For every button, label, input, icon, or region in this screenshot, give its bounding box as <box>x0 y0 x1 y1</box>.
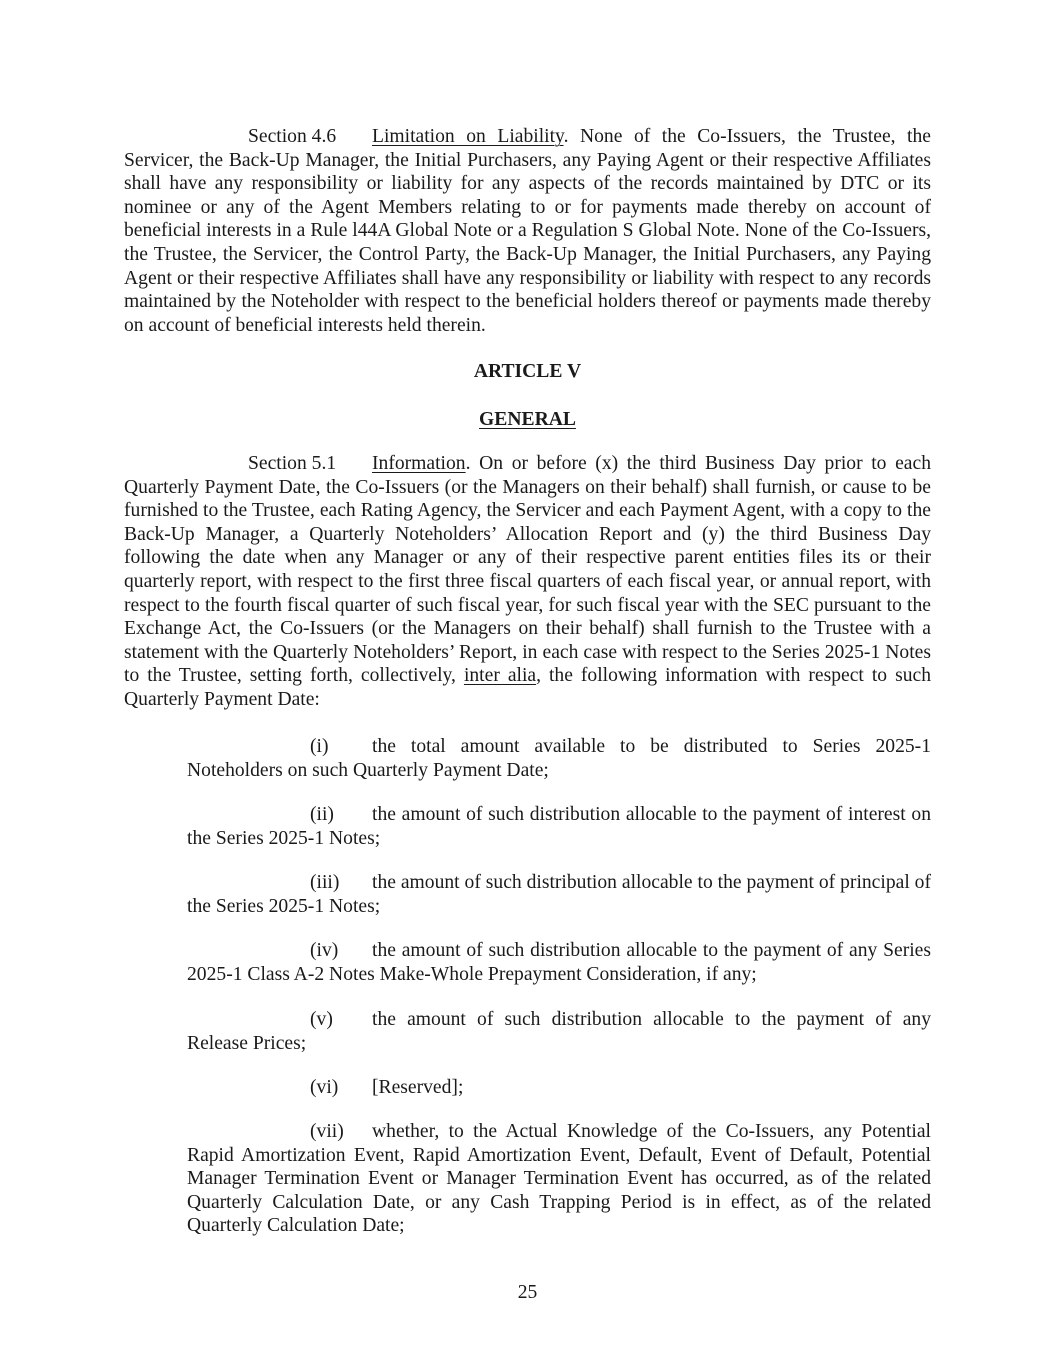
list-item <box>187 939 931 986</box>
list-item-number: (vii) <box>310 1121 344 1142</box>
list-item-number: (ii) <box>310 804 334 825</box>
list-item-number: (iv) <box>310 940 339 961</box>
page-number: 25 <box>517 1282 538 1303</box>
list-item-text: whether, to the Actual Knowledge of the Co-Issuers, any Potential Rapid Amortization Event, Rapid Amortization Event, Default, Event of Default, Potential Manager Termination Event or Manager Termination Event has occurred, as of the related Quarterly Calculation Date, or any Cash Trapping Period is in effect, as of the related Quarterly Calculation Date; <box>187 1121 931 1237</box>
section-4-6-number: Section 4.6 <box>248 126 337 147</box>
list-item-number: (iii) <box>310 872 340 893</box>
list-item-text: [Reserved]; <box>372 1077 464 1098</box>
list-item <box>187 803 931 850</box>
section-5-1-paragraph <box>124 452 931 712</box>
list-item-text: the amount of such distribution allocable to the payment of principal of the Series 2025-1 Notes; <box>187 872 931 917</box>
list-item-text: the amount of such distribution allocable to the payment of interest on the Series 2025-1 Notes; <box>187 804 931 849</box>
list-item-number: (i) <box>310 736 329 757</box>
list-item-number: (vi) <box>310 1077 339 1098</box>
section-4-6-paragraph <box>124 125 931 337</box>
section-5-1-title: Information <box>372 453 466 474</box>
list-item-text: the total amount available to be distributed to Series 2025-1 Noteholders on such Quarterly Payment Date; <box>187 736 931 781</box>
section-5-1-body-end: , the following information with respect to such Quarterly Payment Date: <box>124 665 931 710</box>
section-5-1-body: . On or before (x) the third Business Day prior to each Quarterly Payment Date, the Co-Issuers (or the Managers on their behalf) shall furnish, or cause to be furnished to the Trustee, each Rating Agency, the Servicer and each Payment Agent, with a copy to the Back-Up Manager, a Quarterly Noteholders’ Allocation Report and (y) the third Business Day following the date when any Manager or any of their respective parent entities files its or their quarterly report, with respect to the first three fiscal quarters of each fiscal year, or annual report, with respect to the fourth fiscal quarter of such fiscal year, for such fiscal year with the SEC pursuant to the Exchange Act, the Co-Issuers (or the Managers on their behalf) shall furnish to the Trustee with a statement with the Quarterly Noteholders’ Report, in each case with respect to the Series 2025-1 Notes to the Trustee, setting forth, collectively, <box>124 453 931 687</box>
list-item <box>187 735 931 782</box>
list-item-text: the amount of such distribution allocable to the payment of any Release Prices; <box>187 1009 931 1054</box>
list-item-number: (v) <box>310 1009 333 1030</box>
article-title: GENERAL <box>479 409 576 430</box>
list-item <box>187 871 931 918</box>
article-number: ARTICLE V <box>473 361 582 382</box>
list-item <box>187 1120 931 1238</box>
section-5-1-number: Section 5.1 <box>248 453 337 474</box>
list-item <box>187 1008 931 1055</box>
section-4-6-title: Limitation on Liability <box>372 126 564 147</box>
list-item <box>187 1076 931 1100</box>
section-4-6-body: . None of the Co-Issuers, the Trustee, the Servicer, the Back-Up Manager, the Initial Purchasers, any Paying Agent or their respective Affiliates shall have any responsibility or liability for any aspects of the records maintained by DTC or its nominee or any of the Agent Members relating to or for payments made thereby on account of beneficial interests in a Rule l44A Global Note or a Regulation S Global Note. None of the Co-Issuers, the Trustee, the Servicer, the Control Party, the Back-Up Manager, the Initial Purchasers, any Paying Agent or their respective Affiliates shall have any responsibility or liability with respect to any records maintained by the Noteholder with respect to the beneficial holders thereof or payments made thereby on account of beneficial interests held therein. <box>124 126 931 336</box>
inter-alia-text: inter alia <box>463 665 537 687</box>
list-item-text: the amount of such distribution allocable to the payment of any Series 2025-1 Class A-2 Notes Make-Whole Prepayment Consideration, if any; <box>187 940 931 985</box>
